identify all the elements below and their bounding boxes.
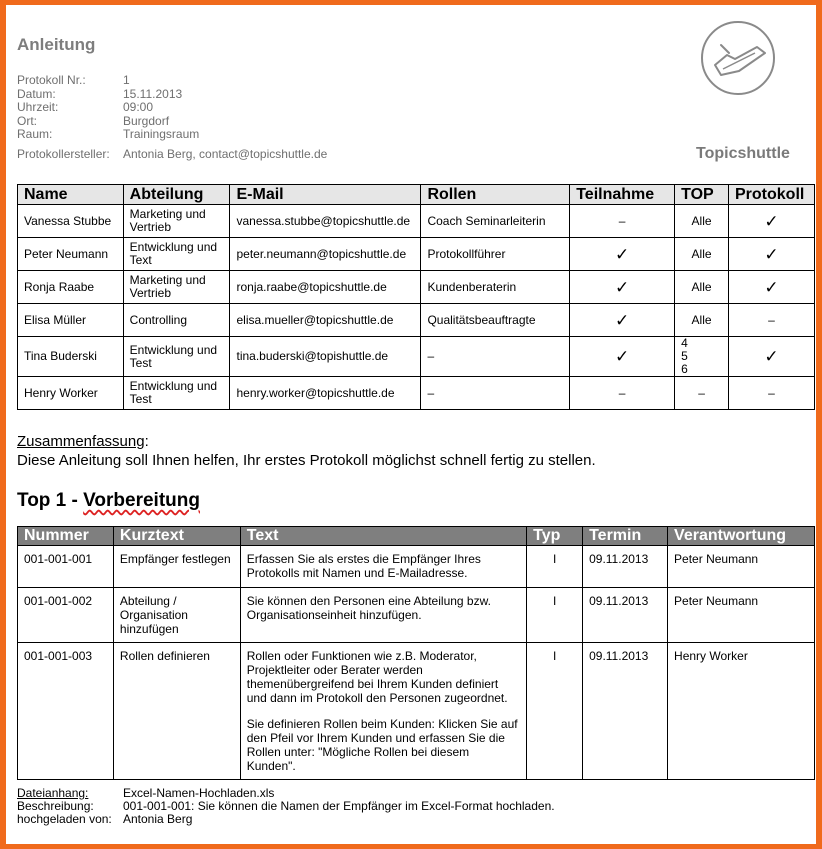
participant-department: Entwicklung und Test	[123, 377, 230, 410]
table-row	[18, 588, 815, 643]
participant-roles: Coach Seminarleiterin	[421, 205, 570, 238]
meta-label: Datum:	[17, 86, 56, 101]
task-number: 001-001-003	[18, 643, 114, 780]
column-header: TOP	[675, 185, 729, 205]
table-header-row	[18, 185, 815, 205]
task-owner: Peter Neumann	[668, 546, 815, 588]
participant-email: henry.worker@topicshuttle.de	[230, 377, 421, 410]
attachment-description: 001-001-001: Sie können die Namen der Empfänger im Excel-Format hochladen.	[123, 799, 555, 813]
attachment-section	[17, 787, 555, 826]
participation-status: ✓	[570, 238, 675, 271]
participant-top: Alle	[675, 304, 729, 337]
meta-label: Protokoll Nr.:	[17, 73, 86, 87]
attachment-uploader: Antonia Berg	[123, 812, 193, 826]
attachment-row	[17, 813, 555, 826]
document-page	[6, 5, 816, 844]
protocol-meta	[17, 74, 327, 161]
participant-email: peter.neumann@topicshuttle.de	[230, 238, 421, 271]
participant-department: Entwicklung und Text	[123, 238, 230, 271]
task-date: 09.11.2013	[583, 546, 668, 588]
column-header: Name	[18, 185, 124, 205]
protocol-recipient-status: –	[729, 304, 815, 337]
participant-email: elisa.mueller@topicshuttle.de	[230, 304, 421, 337]
column-header: Typ	[527, 527, 583, 546]
task-type: I	[527, 588, 583, 643]
meta-label: Protokollersteller:	[17, 146, 110, 161]
summary-heading-colon: :	[144, 433, 149, 450]
task-text	[240, 588, 526, 643]
task-text-paragraph: Sie definieren Rollen beim Kunden: Klicken Sie auf den Pfeil vor Ihrem Kunden und erfassen Sie die Rollen unter: "Mögliche Rollen bei diesem Kunden".	[246, 717, 518, 773]
column-header: Nummer	[18, 527, 114, 546]
meta-row	[17, 128, 327, 142]
column-header: Rollen	[421, 185, 570, 205]
participant-roles: –	[421, 377, 570, 410]
attachment-label: Beschreibung:	[17, 799, 94, 813]
column-header: Kurztext	[113, 527, 240, 546]
task-number: 001-001-001	[18, 546, 114, 588]
meta-row	[17, 74, 327, 88]
participant-top: Alle	[675, 271, 729, 304]
task-text-paragraph: Rollen oder Funktionen wie z.B. Moderator, Projektleiter oder Berater werden themenübergreifend bei Ihrem Kunden definiert und dann im Protokoll den Personen zugeordnet.	[246, 649, 508, 705]
task-date: 09.11.2013	[583, 588, 668, 643]
agenda-item-prefix: Top 1 -	[17, 490, 84, 511]
meta-value: 15.11.2013	[123, 86, 183, 101]
task-owner: Peter Neumann	[668, 588, 815, 643]
attachment-label: Dateianhang:	[17, 786, 89, 800]
participant-name: Elisa Müller	[18, 304, 124, 337]
task-short-text: Empfänger festlegen	[113, 546, 240, 588]
meta-value: Burgdorf	[123, 113, 170, 128]
participant-top: 4 5 6	[675, 337, 729, 377]
table-row	[18, 238, 815, 271]
participant-roles: Qualitätsbeauftragte	[421, 304, 570, 337]
meta-row	[17, 101, 327, 115]
participant-department: Marketing und Vertrieb	[123, 205, 230, 238]
column-header: Verantwortung	[668, 527, 815, 546]
table-row	[18, 546, 815, 588]
protocol-recipient-status: ✓	[729, 337, 815, 377]
meta-row-author	[17, 148, 327, 162]
attachment-file-link[interactable]: Excel-Namen-Hochladen.xls	[123, 786, 275, 800]
participant-department: Controlling	[123, 304, 230, 337]
participants-table	[17, 184, 815, 410]
participant-roles: Protokollführer	[421, 238, 570, 271]
summary-heading-line	[17, 432, 596, 451]
participant-top: –	[675, 377, 729, 410]
participant-email: vanessa.stubbe@topicshuttle.de	[230, 205, 421, 238]
participant-name: Ronja Raabe	[18, 271, 124, 304]
meta-value: 09:00	[123, 100, 154, 114]
task-text	[240, 643, 526, 780]
meta-row	[17, 115, 327, 129]
table-row	[18, 205, 815, 238]
meta-value: Trainingsraum	[123, 127, 200, 141]
participant-name: Peter Neumann	[18, 238, 124, 271]
table-row	[18, 643, 815, 780]
participant-email: tina.buderski@topishuttle.de	[230, 337, 421, 377]
meta-label: Raum:	[17, 127, 53, 141]
brand-name: Topicshuttle	[696, 145, 790, 162]
meta-label: Uhrzeit:	[17, 100, 59, 114]
attachment-label: hochgeladen von:	[17, 812, 112, 826]
tasks-table	[17, 526, 815, 780]
participant-roles: –	[421, 337, 570, 377]
participant-email: ronja.raabe@topicshuttle.de	[230, 271, 421, 304]
participant-name: Henry Worker	[18, 377, 124, 410]
document-title: Anleitung	[17, 35, 96, 54]
task-type: I	[527, 643, 583, 780]
column-header: Protokoll	[729, 185, 815, 205]
participation-status: ✓	[570, 337, 675, 377]
participant-department: Entwicklung und Test	[123, 337, 230, 377]
shuttle-logo-icon	[699, 19, 777, 97]
protocol-recipient-status: ✓	[729, 205, 815, 238]
task-text	[240, 546, 526, 588]
protocol-recipient-status: ✓	[729, 271, 815, 304]
participation-status: ✓	[570, 271, 675, 304]
task-type: I	[527, 546, 583, 588]
agenda-item-heading	[17, 490, 200, 512]
protocol-recipient-status: –	[729, 377, 815, 410]
task-text-paragraph: Erfassen Sie als erstes die Empfänger Ihres Protokolls mit Namen und E-Mailadresse.	[246, 552, 481, 580]
summary-heading: Zusammenfassung	[17, 433, 145, 450]
meta-row	[17, 88, 327, 102]
participant-department: Marketing und Vertrieb	[123, 271, 230, 304]
meta-label: Ort:	[17, 113, 37, 128]
table-row	[18, 377, 815, 410]
table-row	[18, 337, 815, 377]
column-header: Text	[240, 527, 526, 546]
participant-top: Alle	[675, 205, 729, 238]
meta-value: 1	[123, 73, 130, 87]
column-header: E-Mail	[230, 185, 421, 205]
agenda-item-title: Vorbereitung	[83, 490, 200, 511]
protocol-recipient-status: ✓	[729, 238, 815, 271]
task-owner: Henry Worker	[668, 643, 815, 780]
table-row	[18, 304, 815, 337]
table-row	[18, 271, 815, 304]
task-short-text: Abteilung / Organisation hinzufügen	[113, 588, 240, 643]
meta-value: Antonia Berg, contact@topicshuttle.de	[123, 146, 328, 161]
participant-top: Alle	[675, 238, 729, 271]
participant-name: Vanessa Stubbe	[18, 205, 124, 238]
task-number: 001-001-002	[18, 588, 114, 643]
summary-text: Diese Anleitung soll Ihnen helfen, Ihr erstes Protokoll möglichst schnell fertig zu stellen.	[17, 452, 596, 469]
participant-roles: Kundenberaterin	[421, 271, 570, 304]
column-header: Teilnahme	[570, 185, 675, 205]
summary-section	[17, 432, 596, 470]
table-header-row	[18, 527, 815, 546]
column-header: Termin	[583, 527, 668, 546]
participant-name: Tina Buderski	[18, 337, 124, 377]
task-short-text: Rollen definieren	[113, 643, 240, 780]
participation-status: –	[570, 205, 675, 238]
participation-status: –	[570, 377, 675, 410]
task-text-paragraph: Sie können den Personen eine Abteilung bzw. Organisationseinheit hinzufügen.	[246, 594, 491, 622]
task-date: 09.11.2013	[583, 643, 668, 780]
column-header: Abteilung	[123, 185, 230, 205]
participation-status: ✓	[570, 304, 675, 337]
